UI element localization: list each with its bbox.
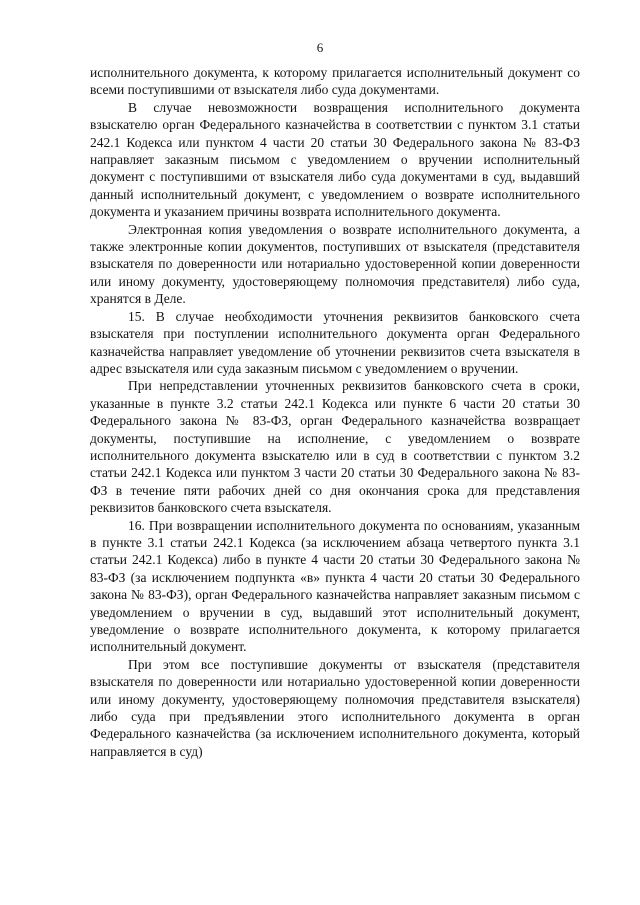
paragraph-item-16: 16. При возвращении исполнительного документа по основаниям, указанным в пункте 3.1 статьи 242.1 Кодекса (за исключением абзаца четвертого пункта 3.1 статьи 242.1 Кодекса) либо в пункте 4 части 20 статьи 30 Федерального закона № 83-ФЗ (за исключением подпункта «в» пункта 4 части 20 статьи 30 Федерального закона № 83-ФЗ), орган Федерального казначейства направляет заказным письмом с уведомлением о вручении в суд, выдавший этот исполнительный документ, уведомление о возврате исполнительного документа, к которому прилагается исполнительный документ. (90, 517, 580, 655)
paragraph-item-15: 15. В случае необходимости уточнения реквизитов банковского счета взыскателя при поступлении исполнительного документа орган Федерального казначейства направляет уведомление об уточнении реквизитов счета взыскателя в адрес взыскателя или суда заказным письмом с уведомлением о вручении. (90, 308, 580, 376)
paragraph-return-impossible: В случае невозможности возвращения исполнительного документа взыскателю орган Федерального казначейства в соответствии с пунктом 3.1 статьи 242.1 Кодекса или пунктом 4 части 20 статьи 30 Федерального закона № 83-ФЗ направляет заказным письмом с уведомлением о вручении исполнительный документ с поступившими от взыскателя либо суда документами в суд, выдавший данный исполнительный документ, с уведомлением о возврате исполнительного документа и указанием причины возврата исполнительного документа. (90, 99, 580, 220)
paragraph-non-submission: При непредставлении уточненных реквизитов банковского счета в сроки, указанные в пункте 3.2 статьи 242.1 Кодекса или пункте 6 части 20 статьи 30 Федерального закона № 83-ФЗ, орган Федерального казначейства возвращает документы, поступившие на исполнение, с уведомлением о возврате исполнительного документа взыскателю или в суд в соответствии с пунктом 3.2 статьи 242.1 Кодекса или пунктом 3 части 20 статьи 30 Федерального закона № 83-ФЗ в течение пяти рабочих дней со дня окончания срока для представления реквизитов банковского счета взыскателя. (90, 378, 580, 516)
page-number: 6 (316, 40, 324, 55)
paragraph-electronic-copy: Электронная копия уведомления о возврате исполнительного документа, а также электронные копии документов, поступивших от взыскателя (представителя взыскателя по доверенности или нотариально удостоверенной копии доверенности или иному документу, удостоверяющему полномочия представителя) либо суда, хранятся в Деле. (90, 221, 580, 307)
paragraph-documents-received: При этом все поступившие документы от взыскателя (представителя взыскателя по доверенности или нотариально удостоверенной копии доверенности или иному документу, удостоверяющему полномочия представителя взыскателя) либо суда при предъявлении этого исполнительного документа в орган Федерального казначейства (за исключением исполнительного документа, который направляется в суд) (90, 656, 580, 759)
document-body (90, 64, 580, 760)
paragraph-continuation: исполнительного документа, к которому прилагается исполнительный документ со всеми поступившими от взыскателя либо суда документами. (90, 65, 580, 98)
